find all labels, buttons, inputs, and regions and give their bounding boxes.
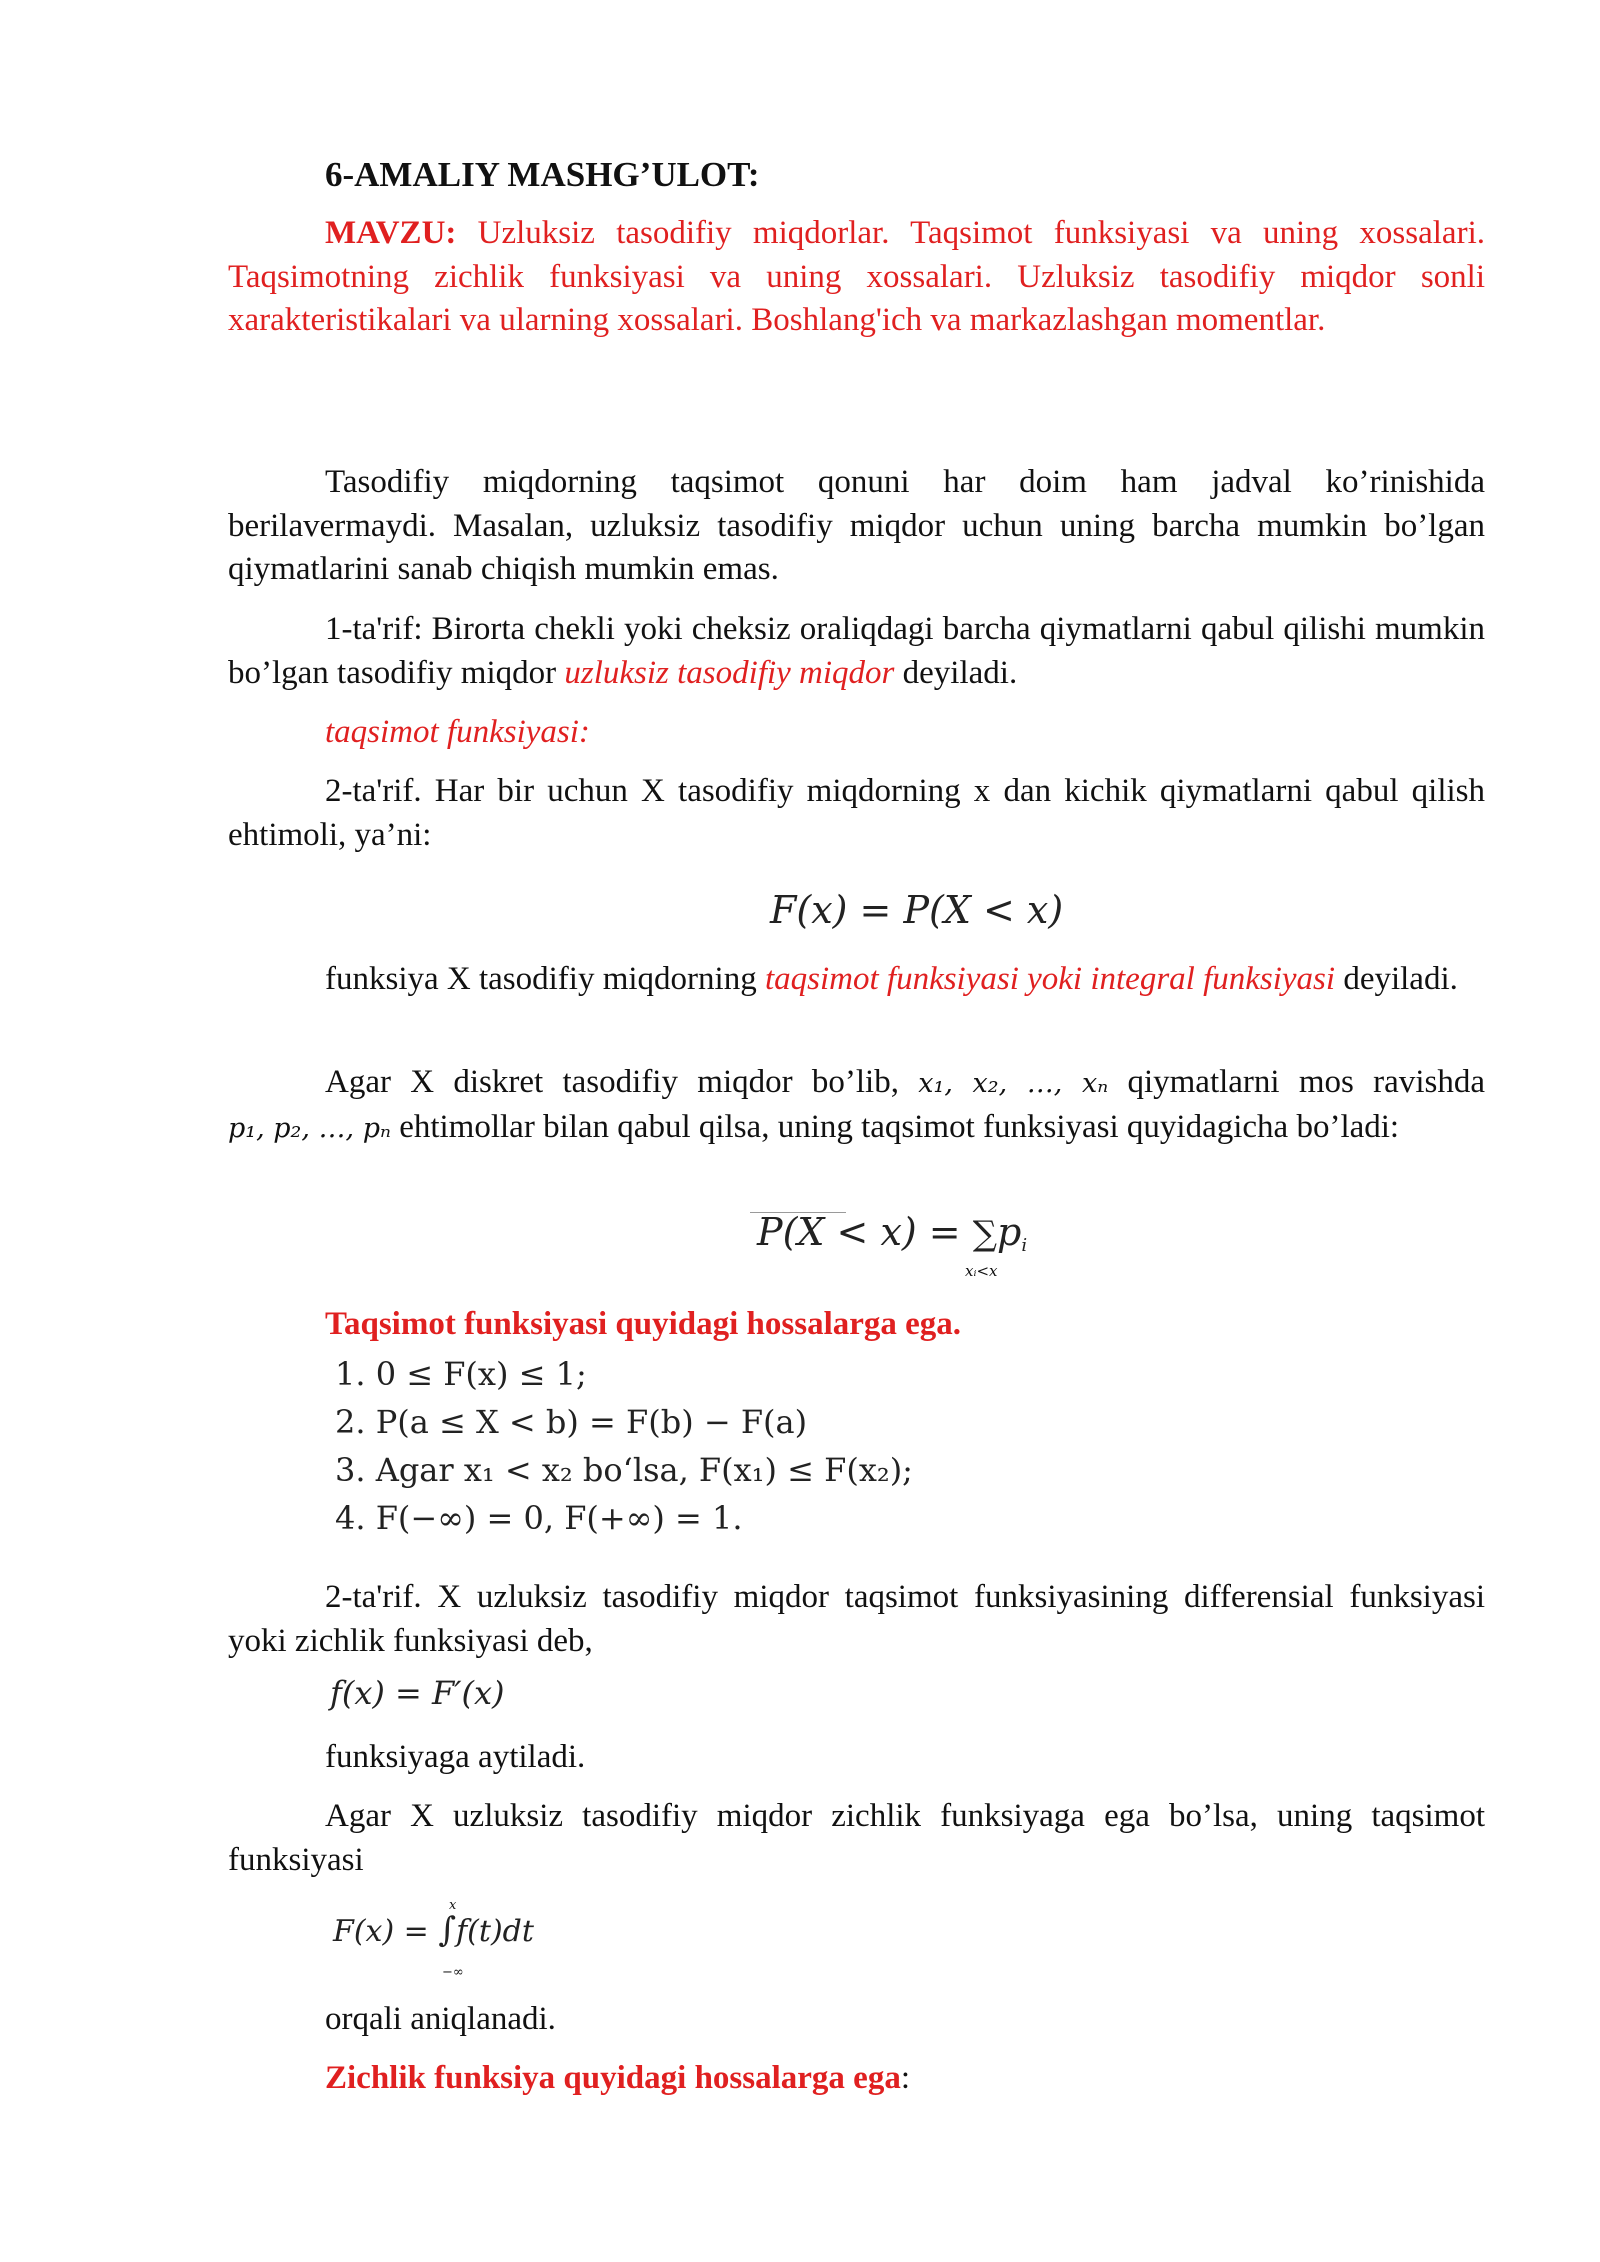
sum-sign: ∑ <box>972 1214 997 1254</box>
density-paragraph: Agar X uzluksiz tasodifiy miqdor zichlik funksiyaga ega bo’lsa, uning taqsimot funksiyasi <box>228 1798 1485 1878</box>
topic-label: MAVZU: <box>325 215 457 251</box>
properties-list <box>335 1350 913 1542</box>
topic-text: Uzluksiz tasodifiy miqdorlar. Taqsimot funksiyasi va uning xossalari. Taqsimotning zichlik funksiyasi va uning xossalari. Uzluksiz tasodifiy miqdor sonli xarakteristikalari va ularning xossalari. Boshlang'ich va markazlashgan momentlar. <box>228 215 1485 338</box>
integral-lower-limit: −∞ <box>442 1965 464 1980</box>
x-values-math: x₁, x₂, …, xₙ <box>918 1068 1109 1099</box>
integral-sign: ∫ <box>438 1910 457 1950</box>
definition-1-paragraph <box>228 608 1485 695</box>
definition-1-tail: deyiladi. <box>894 654 1018 691</box>
sum-limit: xᵢ<x <box>965 1262 998 1280</box>
discrete-text-2: qiymatlarni mos ravishda <box>1108 1064 1485 1100</box>
topic-paragraph <box>228 212 1485 343</box>
page-heading: 6-AMALIY MASHG’ULOT: <box>325 155 760 194</box>
p-values-math: p₁, p₂, …, pₙ <box>228 1112 391 1144</box>
integral-body: f(t)dt <box>456 1914 534 1949</box>
density-properties-heading-line <box>228 2057 1485 2101</box>
sum-term-index: i <box>1021 1235 1028 1256</box>
property-item: 4. F(−∞) = 0, F(+∞) = 1. <box>335 1499 743 1537</box>
definition-1-text: 1-ta'rif: Birorta chekli yoki cheksiz oraliqdagi barcha qiymatlarni qabul qilishi mumkin bo’lgan tasodifiy miqdor <box>228 611 1485 691</box>
discrete-paragraph <box>228 1061 1485 1150</box>
sum-lhs: P(X < x) = <box>757 1210 973 1254</box>
property-item: 2. P(a ≤ X < b) = F(b) − F(a) <box>335 1403 808 1441</box>
function-definition-paragraph <box>228 958 1485 1002</box>
heading-colon: : <box>900 2060 910 2096</box>
distribution-function-formula: F(x) = P(X < x) <box>770 888 1064 932</box>
sum-term: p <box>996 1210 1022 1254</box>
discrete-text-3: ehtimollar bilan qabul qilsa, uning taqsimot funksiyasi quyidagicha bo’ladi: <box>390 1108 1400 1145</box>
property-item: 3. Agar x₁ < x₂ bo‘lsa, F(x₁) ≤ F(x₂); <box>335 1451 913 1489</box>
definition-1-term: uzluksiz tasodifiy miqdor <box>564 654 895 691</box>
defined-by-paragraph: orqali aniqlanadi. <box>325 2001 556 2037</box>
property-item: 1. 0 ≤ F(x) ≤ 1; <box>335 1355 587 1393</box>
density-properties-heading: Zichlik funksiya quyidagi hossalarga ega <box>325 2060 901 2096</box>
discrete-sum-formula <box>757 1210 1027 1256</box>
integral-upper-limit: x <box>449 1898 457 1913</box>
integral-lhs: F(x) = <box>333 1914 439 1949</box>
function-definition-tail: deyiladi. <box>1335 961 1458 997</box>
definition-2-paragraph: 2-ta'rif. Har bir uchun X tasodifiy miqdorning x dan kichik qiymatlarni qabul qilish ehtimoli, ya’ni: <box>228 773 1485 853</box>
definition-3-paragraph: 2-ta'rif. X uzluksiz tasodifiy miqdor taqsimot funksiyasining differensial funksiyasi yoki zichlik funksiyasi deb, <box>228 1579 1485 1659</box>
discrete-text-1: Agar X diskret tasodifiy miqdor bo’lib, <box>325 1064 919 1100</box>
density-formula: f(x) = F′(x) <box>330 1674 505 1712</box>
function-definition-term: taqsimot funksiyasi yoki integral funksiyasi <box>764 961 1336 997</box>
integral-formula <box>333 1910 534 1950</box>
intro-paragraph: Tasodifiy miqdorning taqsimot qonuni har doim ham jadval ko’rinishida berilavermaydi. Masalan, uzluksiz tasodifiy miqdor uchun uning barcha mumkin bo’lgan qiymatlarini sanab chiqish mumkin emas. <box>228 464 1485 587</box>
properties-heading: Taqsimot funksiyasi quyidagi hossalarga ega. <box>325 1306 962 1342</box>
distribution-function-subheading: taqsimot funksiyasi: <box>325 714 590 750</box>
function-definition-text: funksiya X tasodifiy miqdorning <box>325 961 765 997</box>
function-named-paragraph: funksiyaga aytiladi. <box>325 1739 586 1775</box>
